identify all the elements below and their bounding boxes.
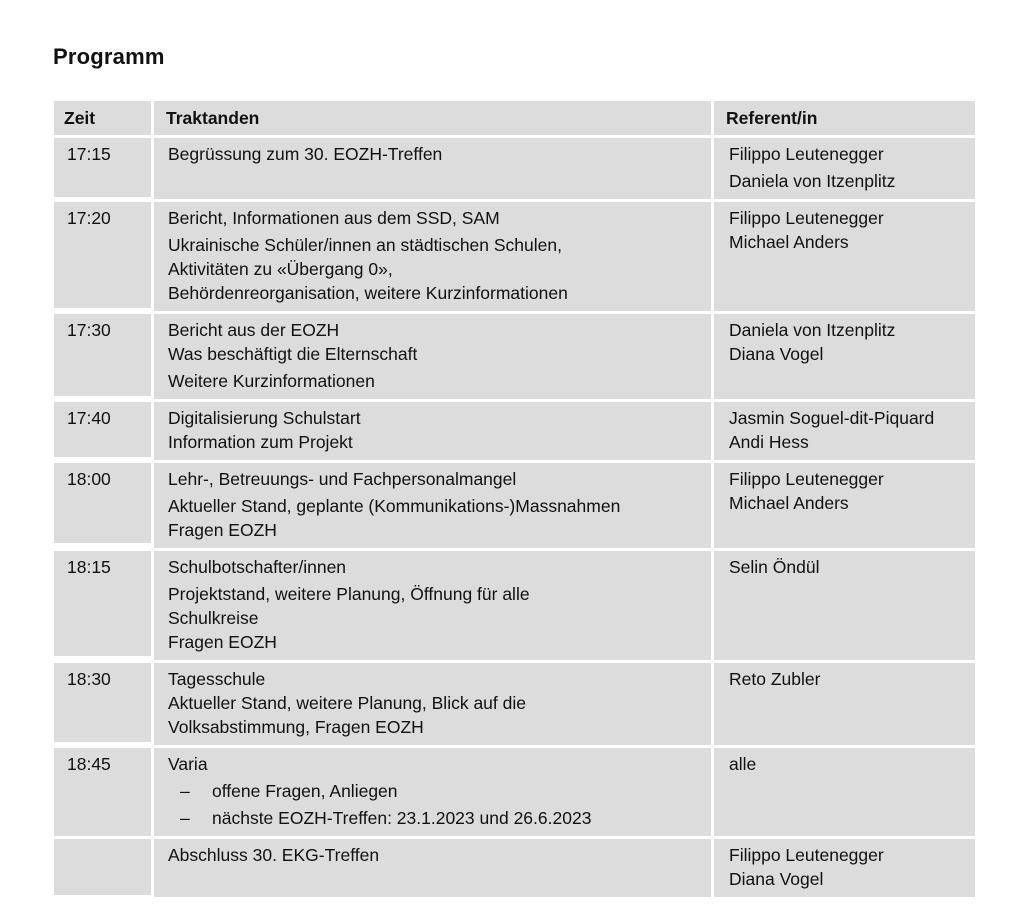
speaker-name: Andi Hess <box>729 432 809 452</box>
row-speakers <box>714 748 975 836</box>
speaker-name: Diana Vogel <box>729 344 824 364</box>
dash-icon: – <box>180 808 190 828</box>
topic-line: Digitalisierung Schulstart <box>168 408 361 428</box>
topic-line: Lehr-, Betreuungs- und Fachpersonalmangel <box>168 469 517 489</box>
speaker-name: Michael Anders <box>729 232 849 252</box>
row-time: 18:00 <box>54 463 151 543</box>
speaker-name: Diana Vogel <box>729 869 824 889</box>
topic-line: Projektstand, weitere Planung, Öffnung für alle <box>168 584 530 604</box>
speaker-name: Jasmin Soguel-dit-Piquard <box>729 408 935 428</box>
speaker-name: Filippo Leutenegger <box>729 208 884 228</box>
topic-line: Weitere Kurzinformationen <box>168 371 375 391</box>
row-topic <box>154 202 711 311</box>
row-speakers <box>714 402 975 460</box>
row-time: 17:40 <box>54 402 151 457</box>
speaker-name: Filippo Leutenegger <box>729 469 884 489</box>
row-topic <box>154 314 711 399</box>
speaker-name: Filippo Leutenegger <box>729 144 884 164</box>
row-speakers <box>714 202 975 311</box>
row-time: 17:20 <box>54 202 151 308</box>
list-item <box>168 806 711 830</box>
row-time: 17:30 <box>54 314 151 396</box>
topic-line: Bericht, Informationen aus dem SSD, SAM <box>168 208 500 228</box>
row-speakers <box>714 551 975 660</box>
row-topic <box>154 551 711 660</box>
topic-line: Fragen EOZH <box>168 632 277 652</box>
row-time: 18:30 <box>54 663 151 742</box>
row-time: 18:45 <box>54 748 151 836</box>
topic-line: Ukrainische Schüler/innen an städtischen Schulen, <box>168 235 562 255</box>
row-topic <box>154 463 711 548</box>
topic-line: Varia <box>168 754 208 774</box>
topic-line: Abschluss 30. EKG-Treffen <box>168 845 380 865</box>
header-time: Zeit <box>54 101 151 135</box>
row-speakers <box>714 463 975 548</box>
row-topic <box>154 839 711 897</box>
topic-line: Behördenreorganisation, weitere Kurzinformationen <box>168 283 568 303</box>
speaker-name: Reto Zubler <box>729 669 821 689</box>
page-title: Programm <box>53 44 165 69</box>
speaker-name: alle <box>729 754 757 774</box>
row-speakers <box>714 138 975 199</box>
topic-line: Fragen EOZH <box>168 520 277 540</box>
topic-line: Schulkreise <box>168 608 259 628</box>
topic-line: Schulbotschafter/innen <box>168 557 347 577</box>
topic-line: Aktueller Stand, weitere Planung, Blick auf die <box>168 693 526 713</box>
speaker-name: Daniela von Itzenplitz <box>729 320 896 340</box>
topic-line: Volksabstimmung, Fragen EOZH <box>168 717 424 737</box>
row-topic <box>154 748 711 836</box>
bullet-text: offene Fragen, Anliegen <box>212 781 398 801</box>
bullet-text: nächste EOZH-Treffen: 23.1.2023 und 26.6.2023 <box>212 808 592 828</box>
topic-line: Begrüssung zum 30. EOZH-Treffen <box>168 144 443 164</box>
dash-icon: – <box>180 781 190 801</box>
row-topic <box>154 402 711 460</box>
program-table <box>54 101 975 897</box>
speaker-name: Michael Anders <box>729 493 849 513</box>
speaker-name: Filippo Leutenegger <box>729 845 884 865</box>
header-topic: Traktanden <box>154 101 711 135</box>
row-topic <box>154 138 711 199</box>
row-time: 18:15 <box>54 551 151 656</box>
row-speakers <box>714 663 975 745</box>
row-topic <box>154 663 711 745</box>
header-speaker: Referent/in <box>714 101 975 135</box>
row-time: 17:15 <box>54 138 151 197</box>
topic-line: Bericht aus der EOZH <box>168 320 340 340</box>
topic-line: Was beschäftigt die Elternschaft <box>168 344 418 364</box>
topic-line: Aktivitäten zu «Übergang 0», <box>168 259 393 279</box>
row-time <box>54 839 151 895</box>
row-speakers <box>714 839 975 897</box>
list-item <box>168 779 711 803</box>
speaker-name: Selin Öndül <box>729 557 820 577</box>
topic-line: Tagesschule <box>168 669 266 689</box>
topic-line: Information zum Projekt <box>168 432 353 452</box>
row-speakers <box>714 314 975 399</box>
speaker-name: Daniela von Itzenplitz <box>729 171 896 191</box>
topic-line: Aktueller Stand, geplante (Kommunikations-)Massnahmen <box>168 496 621 516</box>
